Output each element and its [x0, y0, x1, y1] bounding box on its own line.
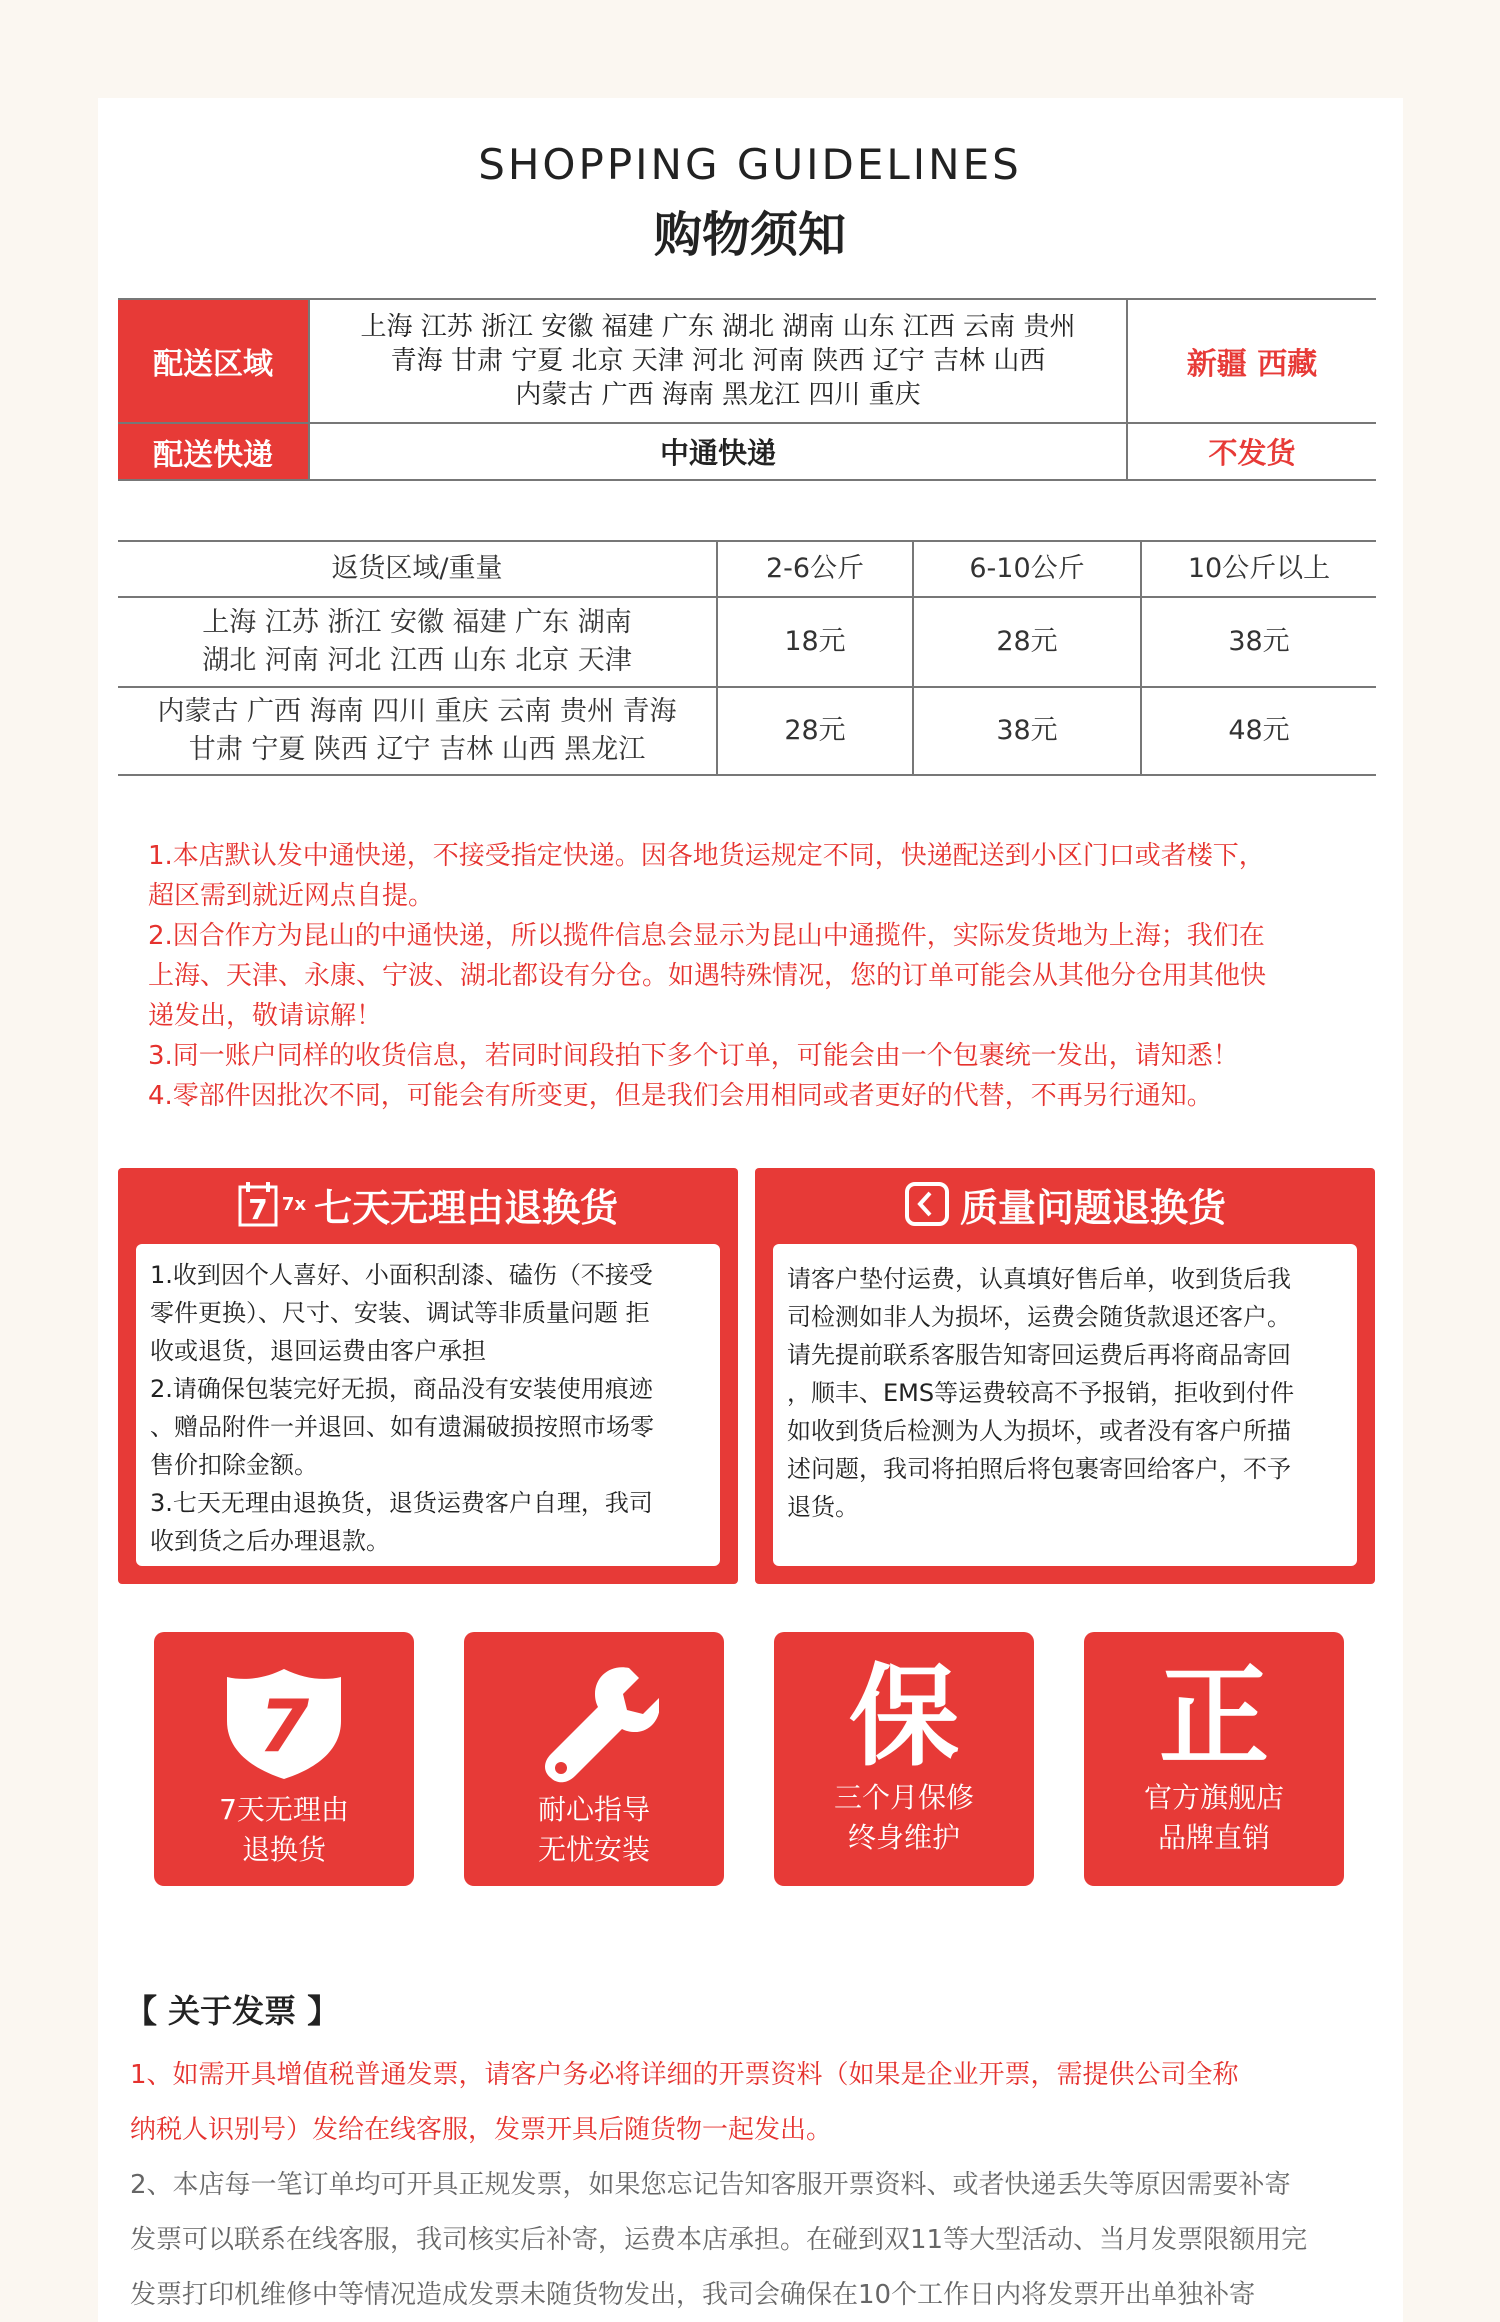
invoice-line: 1、如需开具增值税普通发票，请客户务必将详细的开票资料（如果是企业开票，需提供公司全称 — [130, 2060, 1239, 2090]
policy-line: 3.七天无理由退换货，退货运费客户自理，我司 — [150, 1489, 653, 1517]
tile-installation-guide — [464, 1632, 724, 1886]
policy-line: 收或退货，退回运费由客户承担 — [150, 1337, 486, 1365]
excluded-regions: 新疆 西藏 — [1186, 347, 1318, 382]
note-line: 超区需到就近网点自提。 — [148, 881, 435, 911]
tile-label: 耐心指导 无忧安装 — [537, 1793, 650, 1866]
quality-return-text — [773, 1244, 1357, 1566]
invoice-line: 发票打印机维修中等情况造成发票未随货物发出，我司会确保在10个工作日内将发票开出单独补寄 — [130, 2280, 1256, 2310]
invoice-line: 纳税人识别号）发给在线客服，发票开具后随货物一起发出。 — [130, 2115, 833, 2145]
seven-day-return-text — [136, 1244, 720, 1566]
svg-text:7: 7 — [248, 1193, 268, 1226]
row2-region — [118, 688, 716, 774]
policy-line: 如收到货后检测为人为损坏，或者没有客户所描 — [787, 1417, 1291, 1445]
invoice-gray-text — [130, 2158, 1370, 2322]
header-region: 返货区域/重量 — [331, 553, 503, 584]
row2-price-3: 48元 — [1228, 715, 1290, 746]
header-weight-3: 10公斤以上 — [1187, 553, 1331, 584]
note-line: 上海、天津、永康、宁波、湖北都设有分仓。如遇特殊情况，您的订单可能会从其他分仓用其他快 — [148, 961, 1267, 991]
seven-day-title: 七天无理由退换货 — [314, 1185, 619, 1230]
return-shipping-table — [118, 540, 1376, 776]
policy-line: 售价扣除金额。 — [150, 1451, 318, 1479]
area-line: 上海 江苏 浙江 安徽 福建 广东 湖北 湖南 山东 江西 云南 贵州 — [360, 312, 1076, 342]
policy-line: 司检测如非人为损坏，运费会随货款退还客户。 — [787, 1303, 1291, 1331]
policy-line: 2.请确保包装完好无损，商品没有安装使用痕迹 — [150, 1375, 653, 1403]
invoice-line: 发票可以联系在线客服，我司核实后补寄，运费本店承担。在碰到双11等大型活动、当月发票限额用完 — [130, 2225, 1308, 2255]
area-line: 青海 甘肃 宁夏 北京 天津 河北 河南 陕西 辽宁 吉林 山西 — [390, 346, 1046, 376]
region-line: 湖北 河南 河北 江西 山东 北京 天津 — [202, 645, 632, 676]
tile-label: 三个月保修 终身维护 — [833, 1781, 974, 1854]
policy-line: 收到货之后办理退款。 — [150, 1527, 390, 1555]
row2-price-2: 38元 — [996, 715, 1058, 746]
row1-price-1: 18元 — [784, 626, 846, 657]
policy-line: 退货。 — [787, 1493, 859, 1521]
note-line: 3.同一账户同样的收货信息，若同时间段拍下多个订单，可能会由一个包裹统一发出，请知悉！ — [148, 1041, 1239, 1071]
area-line: 内蒙古 广西 海南 黑龙江 四川 重庆 — [515, 380, 921, 410]
tile-label: 7天无理由 退换货 — [219, 1793, 349, 1866]
policy-line: 述问题，我司将拍照后将包裹寄回给客户，不予 — [787, 1455, 1291, 1483]
note-line: 2.因合作方为昆山的中通快递，所以揽件信息会显示为昆山中通揽件，实际发货地为上海；我们在 — [148, 921, 1265, 951]
region-line: 上海 江苏 浙江 安徽 福建 广东 湖南 — [202, 607, 632, 638]
region-line: 内蒙古 广西 海南 四川 重庆 云南 贵州 青海 — [157, 696, 677, 727]
calendar-7-icon — [238, 1181, 306, 1227]
policy-line: 零件更换）、尺寸、安装、调试等非质量问题 拒 — [150, 1299, 650, 1327]
wrench-icon — [464, 1658, 724, 1788]
row2-price-1: 28元 — [784, 715, 846, 746]
seven-day-return-heading — [118, 1168, 738, 1240]
calendar-small-label: 7x — [281, 1193, 307, 1215]
policy-line: 1.收到因个人喜好、小面积刮漆、磕伤（不接受 — [150, 1261, 653, 1289]
svg-text:7: 7 — [258, 1684, 310, 1768]
policy-line: 请客户垫付运费，认真填好售后单，收到货后我 — [787, 1265, 1291, 1293]
note-line: 4.零部件因批次不同，可能会有所变更，但是我们会用相同或者更好的代替，不再另行通知。 — [148, 1081, 1213, 1111]
title-english: SHOPPING GUIDELINES — [478, 140, 1022, 189]
policy-line: 、赠品附件一并退回、如有遗漏破损按照市场零 — [150, 1413, 654, 1441]
tile-official-store — [1084, 1632, 1344, 1886]
tile-seven-day-return — [154, 1632, 414, 1886]
shield-7-icon — [154, 1658, 414, 1788]
zheng-icon: 正 — [1159, 1653, 1269, 1781]
shipping-notes — [148, 836, 1368, 1116]
delivery-area-label: 配送区域 — [118, 300, 308, 422]
express-company: 中通快递 — [659, 436, 776, 470]
tile-label: 官方旗舰店 品牌直销 — [1143, 1781, 1284, 1854]
invoice-heading: 【 关于发票 】 — [125, 1992, 340, 2030]
header-weight-1: 2-6公斤 — [765, 553, 865, 584]
region-line: 甘肃 宁夏 陕西 辽宁 吉林 山西 黑龙江 — [188, 734, 646, 765]
policy-line: ，顺丰、EMS等运费较高不予报销，拒收到付件 — [787, 1379, 1295, 1407]
quality-title: 质量问题退换货 — [959, 1185, 1226, 1230]
bao-icon: 保 — [849, 1653, 959, 1781]
delivery-express-label: 配送快递 — [118, 424, 308, 479]
seven-day-return-box — [118, 1168, 738, 1584]
note-line: 1.本店默认发中通快递，不接受指定快递。因各地货运规定不同，快递配送到小区门口或者楼下， — [148, 841, 1265, 871]
note-line: 递发出，敬请谅解！ — [148, 1001, 383, 1031]
quality-return-box — [755, 1168, 1375, 1584]
delivery-table — [118, 298, 1376, 481]
policy-line: 请先提前联系客服告知寄回运费后再将商品寄回 — [787, 1341, 1291, 1369]
row1-price-3: 38元 — [1228, 626, 1290, 657]
invoice-line: 2、本店每一笔订单均可开具正规发票，如果您忘记告知客服开票资料、或者快递丢失等原因需要补寄 — [130, 2170, 1291, 2200]
tile-warranty — [774, 1632, 1034, 1886]
return-arrow-icon — [904, 1181, 950, 1227]
header-weight-2: 6-10公斤 — [969, 553, 1085, 584]
title-chinese: 购物须知 — [653, 207, 846, 263]
no-ship-label: 不发货 — [1208, 436, 1296, 470]
row1-price-2: 28元 — [996, 626, 1058, 657]
row1-region — [118, 598, 716, 686]
invoice-red-text — [130, 2048, 1370, 2158]
quality-return-heading — [755, 1168, 1375, 1240]
delivery-area-list — [310, 300, 1126, 422]
